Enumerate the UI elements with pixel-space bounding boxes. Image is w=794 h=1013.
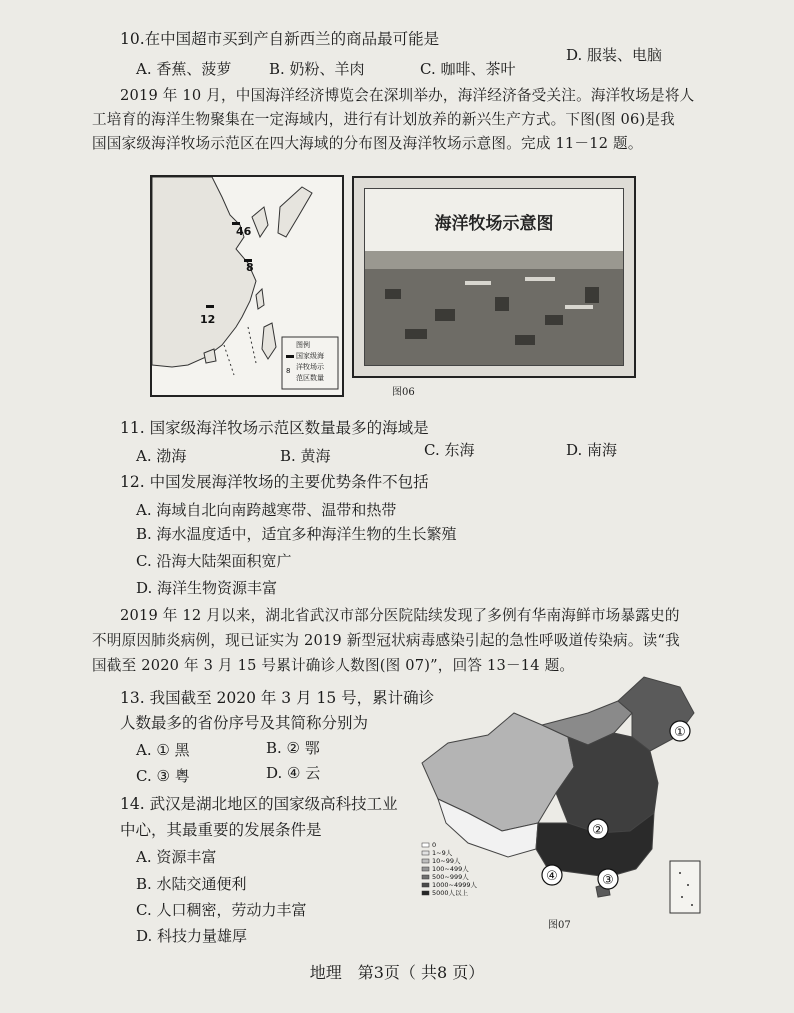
q10-option-c: C. 咖啡、茶叶 bbox=[420, 60, 516, 78]
sea-pasture-distribution-map bbox=[150, 175, 344, 397]
q14-option-c: C. 人口稠密，劳动力丰富 bbox=[136, 901, 307, 919]
q10-stem: 10.在中国超市买到产自新西兰的商品最可能是 bbox=[120, 30, 440, 48]
q12-option-c: C. 沿海大陆架面积宽广 bbox=[136, 552, 292, 570]
china-coast-map-graphic bbox=[152, 177, 342, 395]
q12-option-a: A. 海域自北向南跨越寒带、温带和热带 bbox=[136, 501, 397, 519]
bohai-count: 46 bbox=[236, 225, 252, 238]
q13-option-c: C. ③ 粤 bbox=[136, 767, 190, 785]
legend-swatch-1 bbox=[422, 851, 429, 855]
figure06-caption: 图06 bbox=[392, 387, 415, 398]
marker-1: ① bbox=[674, 725, 686, 740]
intro1-line-1: 2019 年 10 月，中国海洋经济博览会在深圳举办，海洋经济备受关注。海洋牧场是将人 bbox=[120, 87, 695, 104]
map06-legend-line-2: 洋牧场示 bbox=[296, 363, 324, 371]
page-footer: 地理 第3页（ 共8 页） bbox=[309, 963, 485, 982]
q13-stem-line-2: 人数最多的省份序号及其简称分别为 bbox=[120, 714, 369, 732]
q11-stem: 11. 国家级海洋牧场示范区数量最多的海域是 bbox=[120, 419, 429, 437]
legend-swatch-2 bbox=[422, 859, 429, 863]
map06-legend-number: 8 bbox=[286, 367, 291, 375]
marker-4: ④ bbox=[546, 869, 558, 884]
sea-pasture-schematic bbox=[352, 176, 636, 378]
marker-2: ② bbox=[592, 823, 604, 838]
sea-pasture-scene-graphic bbox=[365, 189, 623, 365]
legend-swatch-4 bbox=[422, 875, 429, 879]
q12-option-b: B. 海水温度适中，适宜多种海洋生物的生长繁殖 bbox=[136, 525, 457, 543]
intro1-line-3: 国国家级海洋牧场示范区在四大海域的分布图及海洋牧场示意图。完成 11－12 题。 bbox=[92, 135, 643, 152]
q13-option-b: B. ② 鄂 bbox=[266, 739, 320, 757]
map06-legend-title: 图例 bbox=[296, 341, 310, 349]
q12-stem: 12. 中国发展海洋牧场的主要优势条件不包括 bbox=[120, 473, 429, 491]
marker-3: ③ bbox=[602, 873, 614, 888]
q11-option-b: B. 黄海 bbox=[280, 447, 331, 465]
legend-label-5: 1000~4999人 bbox=[432, 881, 478, 889]
q14-stem-line-2: 中心，其最重要的发展条件是 bbox=[120, 821, 322, 839]
q10-option-d: D. 服装、电脑 bbox=[566, 46, 663, 64]
legend-label-1: 1~9人 bbox=[432, 849, 453, 857]
south-sea-inset bbox=[670, 861, 700, 913]
cases-legend bbox=[422, 841, 478, 897]
legend-swatch-0 bbox=[422, 843, 429, 847]
q10-option-a: A. 香蕉、菠萝 bbox=[136, 60, 232, 78]
q13-option-a: A. ① 黑 bbox=[136, 741, 190, 759]
sea-pasture-illustration bbox=[364, 188, 624, 366]
legend-label-4: 500~999人 bbox=[432, 873, 469, 881]
figure07-caption: 图07 bbox=[548, 920, 571, 931]
legend-label-3: 100~499人 bbox=[432, 865, 469, 873]
china-cases-map-graphic bbox=[418, 673, 704, 918]
q13-stem-line-1: 13. 我国截至 2020 年 3 月 15 号，累计确诊 bbox=[120, 689, 435, 707]
confirmed-cases-map bbox=[418, 673, 704, 918]
legend-label-2: 10~99人 bbox=[432, 857, 461, 865]
legend-label-0: 0 bbox=[432, 841, 437, 849]
q14-option-a: A. 资源丰富 bbox=[136, 848, 217, 866]
legend-swatch-5 bbox=[422, 883, 429, 887]
q14-stem-line-1: 14. 武汉是湖北地区的国家级高科技工业 bbox=[120, 795, 398, 813]
legend-swatch-6 bbox=[422, 891, 429, 895]
q11-option-d: D. 南海 bbox=[566, 441, 618, 459]
yellow-sea-count: 8 bbox=[246, 261, 254, 274]
sea-pasture-title: 海洋牧场示意图 bbox=[434, 214, 554, 234]
q11-option-c: C. 东海 bbox=[424, 441, 475, 459]
q14-option-b: B. 水陆交通便利 bbox=[136, 875, 247, 893]
intro2-line-1: 2019 年 12 月以来，湖北省武汉市部分医院陆续发现了多例有华南海鲜市场暴露史的 bbox=[120, 607, 680, 624]
q13-option-d: D. ④ 云 bbox=[266, 764, 321, 782]
south-sea-count: 12 bbox=[200, 313, 216, 326]
intro2-line-2: 不明原因肺炎病例，现已证实为 2019 新型冠状病毒感染引起的急性呼吸道传染病。读“我 bbox=[92, 632, 680, 649]
q12-option-d: D. 海洋生物资源丰富 bbox=[136, 579, 278, 597]
legend-swatch-3 bbox=[422, 867, 429, 871]
map06-legend-line-1: 国家级海 bbox=[296, 352, 324, 360]
map06-legend-line-3: 范区数量 bbox=[296, 374, 324, 382]
q10-option-b: B. 奶粉、羊肉 bbox=[269, 60, 365, 78]
south-sea-marker bbox=[206, 305, 214, 308]
q14-option-d: D. 科技力量雄厚 bbox=[136, 927, 248, 945]
intro2-line-3: 国截至 2020 年 3 月 15 号累计确诊人数图(图 07)”，回答 13－14 题。 bbox=[92, 657, 575, 674]
legend-label-6: 5000人以上 bbox=[432, 889, 469, 897]
intro1-line-2: 工培育的海洋生物聚集在一定海域内，进行有计划放养的新兴生产方式。下图(图 06)是我 bbox=[92, 111, 675, 128]
q11-option-a: A. 渤海 bbox=[136, 447, 187, 465]
